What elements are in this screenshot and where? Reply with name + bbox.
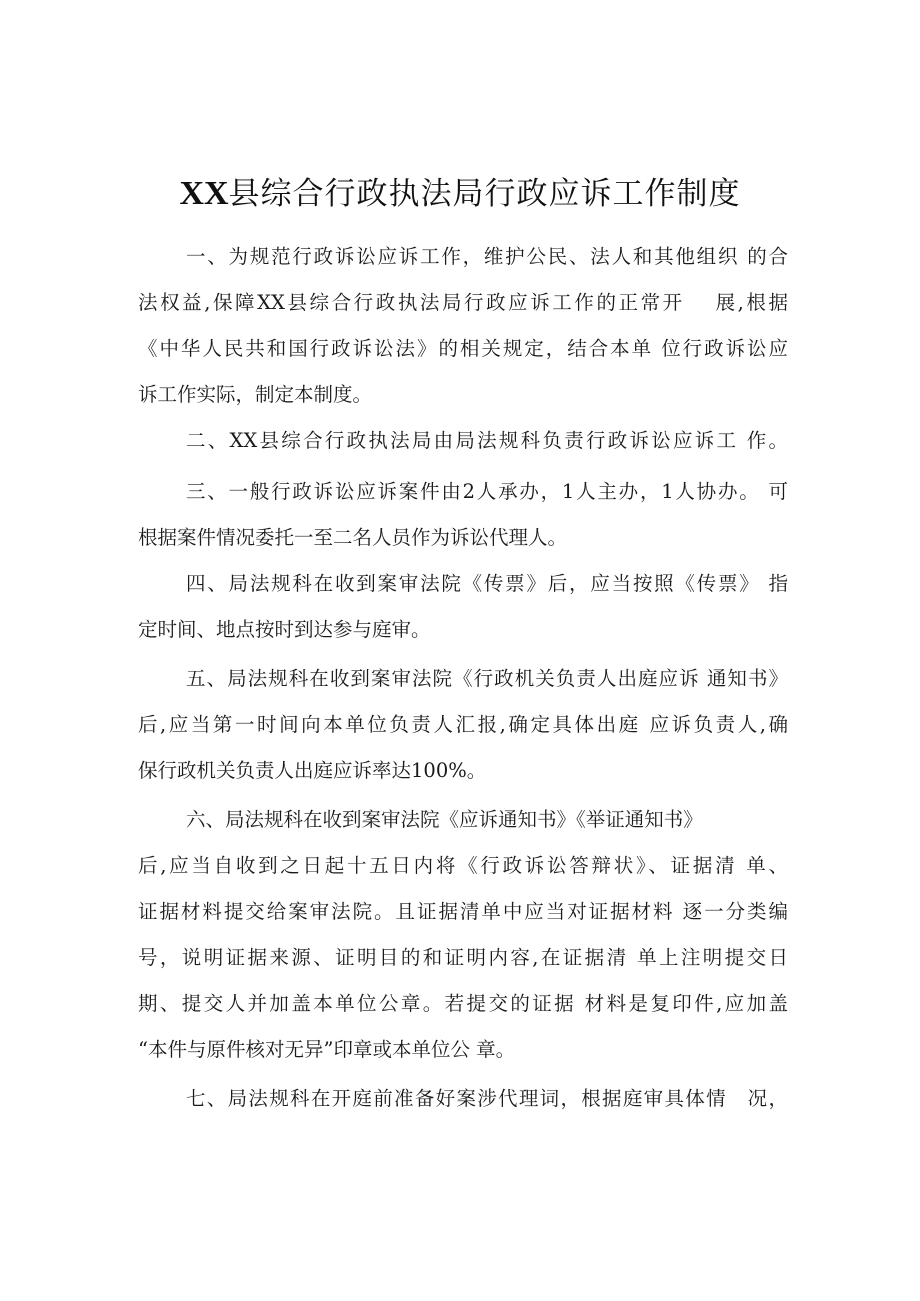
paragraph-5-line-1: 五、局法规科在收到案审法院《行政机关负责人出庭应诉 通知书》 xyxy=(186,667,788,690)
paragraph-2-line-1: 二、XX县综合行政执法局由局法规科负责行政诉讼应诉工 作。 xyxy=(186,429,788,452)
paragraph-5-line-3: 保行政机关负责人出庭应诉率达100%。 xyxy=(138,759,487,782)
paragraph-1-line-3: 《中华人民共和国行政诉讼法》的相关规定，结合本单 位行政诉讼应 xyxy=(138,337,788,360)
paragraph-4-line-2: 定时间、地点按时到达参与庭审。 xyxy=(138,618,431,641)
title-prefix: XX xyxy=(179,175,229,212)
paragraph-6-line-3: 证据材料提交给案审法院。且证据清单中应当对证据材料 逐一分类编 xyxy=(138,900,788,923)
paragraph-4-line-1: 四、局法规科在收到案审法院《传票》后，应当按照《传票》 指 xyxy=(186,572,788,595)
paragraph-1-line-1: 一、为规范行政诉讼应诉工作，维护公民、法人和其他组织 的合 xyxy=(186,245,788,268)
paragraph-3-line-1: 三、一般行政诉讼应诉案件由2人承办，1人主办，1人协办。 可 xyxy=(186,480,788,503)
paragraph-6-line-5: 期、提交人并加盖本单位公章。若提交的证据 材料是复印件,应加盖 xyxy=(138,992,788,1015)
document-title xyxy=(0,168,920,220)
paragraph-1-line-4: 诉工作实际，制定本制度。 xyxy=(138,383,373,406)
paragraph-5-line-2: 后,应当第一时间向本单位负责人汇报,确定具体出庭 应诉负责人,确 xyxy=(138,713,788,736)
paragraph-6-line-6: “本件与原件核对无异”印章或本单位公 章。 xyxy=(138,1038,516,1061)
paragraph-6-line-4: 号，说明证据来源、证明目的和证明内容,在证据清 单上注明提交日 xyxy=(138,946,788,969)
paragraph-6-line-2: 后,应当自收到之日起十五日内将《行政诉讼答辩状》、证据清 单、 xyxy=(138,854,788,877)
paragraph-7-line-1: 七、局法规科在开庭前准备好案涉代理词，根据庭审具体情 况， xyxy=(186,1087,788,1110)
paragraph-3-line-2: 根据案件情况委托一至二名人员作为诉讼代理人。 xyxy=(138,526,568,549)
paragraph-1-line-2: 法权益,保障XX县综合行政执法局行政应诉工作的正常开 展,根据 xyxy=(138,291,788,314)
title-text: 县综合行政执法局行政应诉工作制度 xyxy=(228,176,741,212)
paragraph-6-line-1: 六、局法规科在收到案审法院《应诉通知书》《举证通知书》 xyxy=(186,808,703,831)
